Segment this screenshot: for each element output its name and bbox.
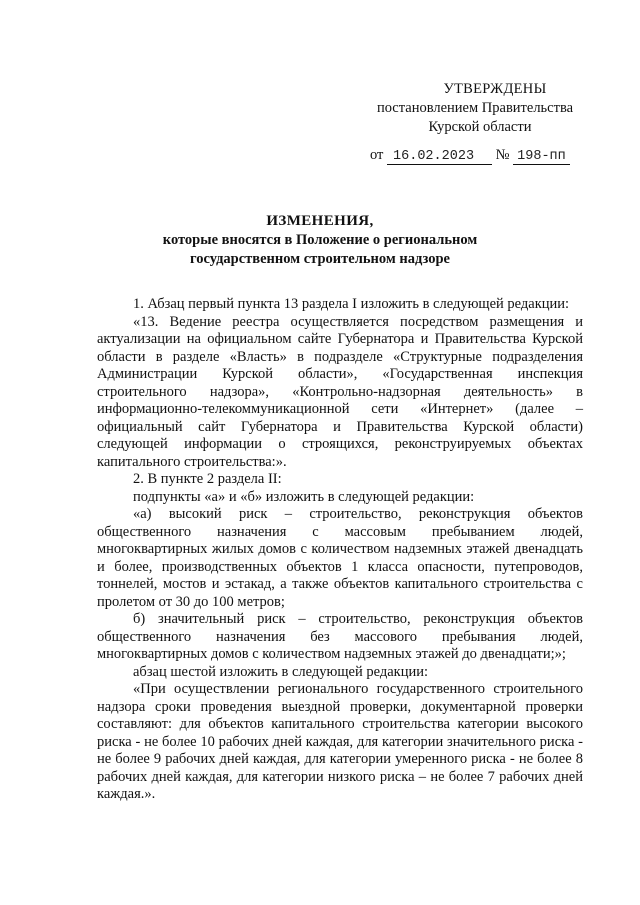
approved-label: УТВЕРЖДЕНЫ — [443, 81, 547, 97]
decree-date: 16.02.2023 — [387, 149, 492, 165]
heading-title: ИЗМЕНЕНИЯ, — [266, 213, 374, 229]
paragraph: абзац шестой изложить в следующей редакции: — [133, 663, 428, 680]
decree-date-number-line — [370, 146, 570, 166]
paragraph: 2. В пункте 2 раздела II: — [133, 471, 282, 487]
number-prefix: № — [495, 147, 510, 163]
paragraph: б) значительный риск – строительство, реконструкция объектов общественного назначения без массового пребывания людей, многоквартирных домов с количеством надземных этажей до двенадцати;»; — [97, 611, 583, 662]
document-heading — [120, 212, 520, 269]
approval-stamp-block — [360, 80, 590, 137]
date-prefix: от — [370, 147, 384, 163]
region-line: Курской области — [428, 119, 532, 135]
document-body — [97, 296, 583, 804]
approved-by-line: постановлением Правительства — [376, 100, 574, 116]
heading-subtitle-line-2: государственном строительном надзоре — [190, 251, 450, 267]
paragraph: «При осуществлении регионального государственного строительного надзора сроки проведения выездной проверки, документарной проверки составляют: для объектов капитального строительства категории высокого риска - не более 10 рабочих дней каждая, для категории значительного риска - не более 9 рабочих дней каждая, для категории умеренного риска - не более 8 рабочих дней каждая, для категории низкого риска – не более 7 рабочих дней каждая.». — [97, 681, 583, 802]
heading-subtitle-line-1: которые вносятся в Положение о региональном — [162, 232, 478, 248]
paragraph: «а) высокий риск – строительство, реконструкция объектов общественного назначения с массовым пребыванием людей, многоквартирных жилых домов с количеством надземных этажей двенадцать и более, производственных объектов 1 класса опасности, путепроводов, тоннелей, мостов и эстакад, а также объектов капитального строительства с пролетом от 30 до 100 метров; — [97, 506, 583, 610]
paragraph: 1. Абзац первый пункта 13 раздела I изложить в следующей редакции: — [133, 296, 570, 312]
decree-number: 198-пп — [513, 149, 570, 165]
paragraph: «13. Ведение реестра осуществляется посредством размещения и актуализации на официальном сайте Губернатора и Правительства Курской области в разделе «Власть» в подразделе «Структурные подразделения Администрации Курской области», «Государственная инспекция строительного надзора», «Контрольно-надзорная деятельность» в информационно-телекоммуникационной сети «Интернет» (далее – официальный сайт Губернатора и Правительства Курской области) следующей информации о строящихся, реконструируемых объектах капитального строительства:». — [97, 313, 583, 470]
paragraph: подпункты «а» и «б» изложить в следующей редакции: — [133, 488, 475, 505]
